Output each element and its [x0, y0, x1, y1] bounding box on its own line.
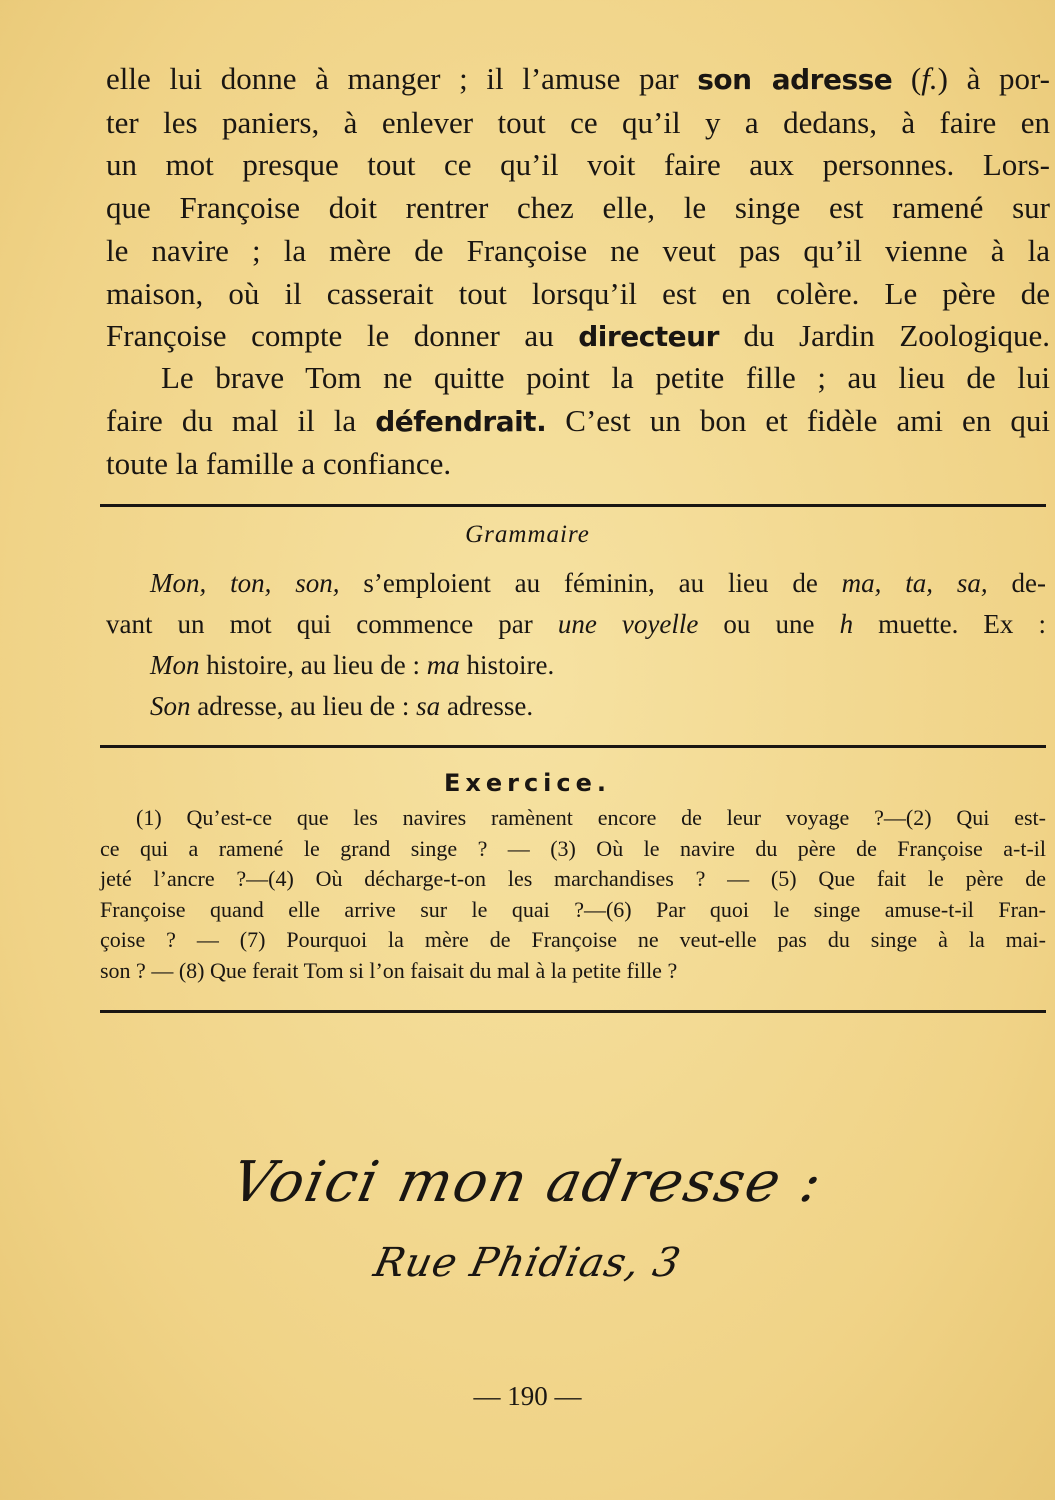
grammar-body	[106, 563, 1046, 727]
paragraph-1	[106, 58, 1050, 359]
grammar-title: Grammaire	[465, 521, 590, 548]
text-line: Mon, ton, son, s’emploient au féminin, au lieu de ma, ta, sa, de-	[150, 568, 1046, 598]
text-line: vant un mot qui commence par une voyelle ou une h muette. Ex :	[106, 609, 1046, 639]
handwritten-address: Rue Phidias, 3	[369, 1240, 686, 1286]
divider	[100, 745, 1046, 748]
text-line: faire du mal il la défendrait. C’est un bon et fidèle ami en qui	[106, 402, 1050, 438]
page-number: — 190 —	[473, 1381, 582, 1411]
exercise-line: jeté l’ancre ?—(4) Où décharge-t-on les marchandises ? — (5) Que fait le père de	[100, 866, 1046, 891]
text-line: que Françoise doit rentrer chez elle, le singe est ramené sur	[106, 190, 1050, 226]
text-line: Françoise compte le donner au directeur du Jardin Zoologique.	[106, 318, 1050, 354]
text-line: un mot presque tout ce qu’il voit faire aux personnes. Lors-	[106, 147, 1050, 183]
text-line: elle lui donne à manger ; il l’amuse par son adresse (f.) à por-	[106, 61, 1050, 96]
bold-term: directeur	[578, 320, 719, 354]
exercise-line: çoise ? — (7) Pourquoi la mère de Françoise ne veut-elle pas du singe à la mai-	[100, 927, 1046, 952]
handwritten-heading: Voici mon adresse :	[226, 1150, 829, 1215]
text-line: ter les paniers, à enlever tout ce qu’il y a dedans, à faire en	[106, 104, 1050, 140]
exercise-line: son ? — (8) Que ferait Tom si l’on faisait du mal à la petite fille ?	[100, 957, 678, 983]
divider	[100, 504, 1046, 507]
exercise-line: (1) Qu’est-ce que les navires ramènent encore de leur voyage ?—(2) Qui est-	[136, 805, 1046, 830]
text-line: maison, où il casserait tout lorsqu’il est en colère. Le père de	[106, 275, 1050, 311]
text-line: Mon histoire, au lieu de : ma histoire.	[150, 650, 555, 680]
text-line: Le brave Tom ne quitte point la petite fille ; au lieu de lui	[161, 360, 1050, 395]
exercise-line: ce qui a ramené le grand singe ? — (3) Où le navire du père de Françoise a-t-il	[100, 835, 1046, 861]
divider	[100, 1010, 1046, 1013]
paragraph-2	[106, 357, 1050, 486]
exercise-body	[100, 803, 1046, 986]
exercise-line: Françoise quand elle arrive sur le quai ?—(6) Par quoi le singe amuse-t-il Fran-	[100, 896, 1046, 922]
text-line: le navire ; la mère de Françoise ne veut pas qu’il vienne à la	[106, 232, 1050, 268]
bold-term: son adresse	[697, 63, 893, 96]
bold-term: défendrait.	[375, 404, 547, 438]
exercise-title: Exercice.	[443, 769, 612, 797]
text-line: toute la famille a confiance.	[106, 446, 452, 482]
text-line: Son adresse, au lieu de : sa adresse.	[150, 691, 534, 721]
